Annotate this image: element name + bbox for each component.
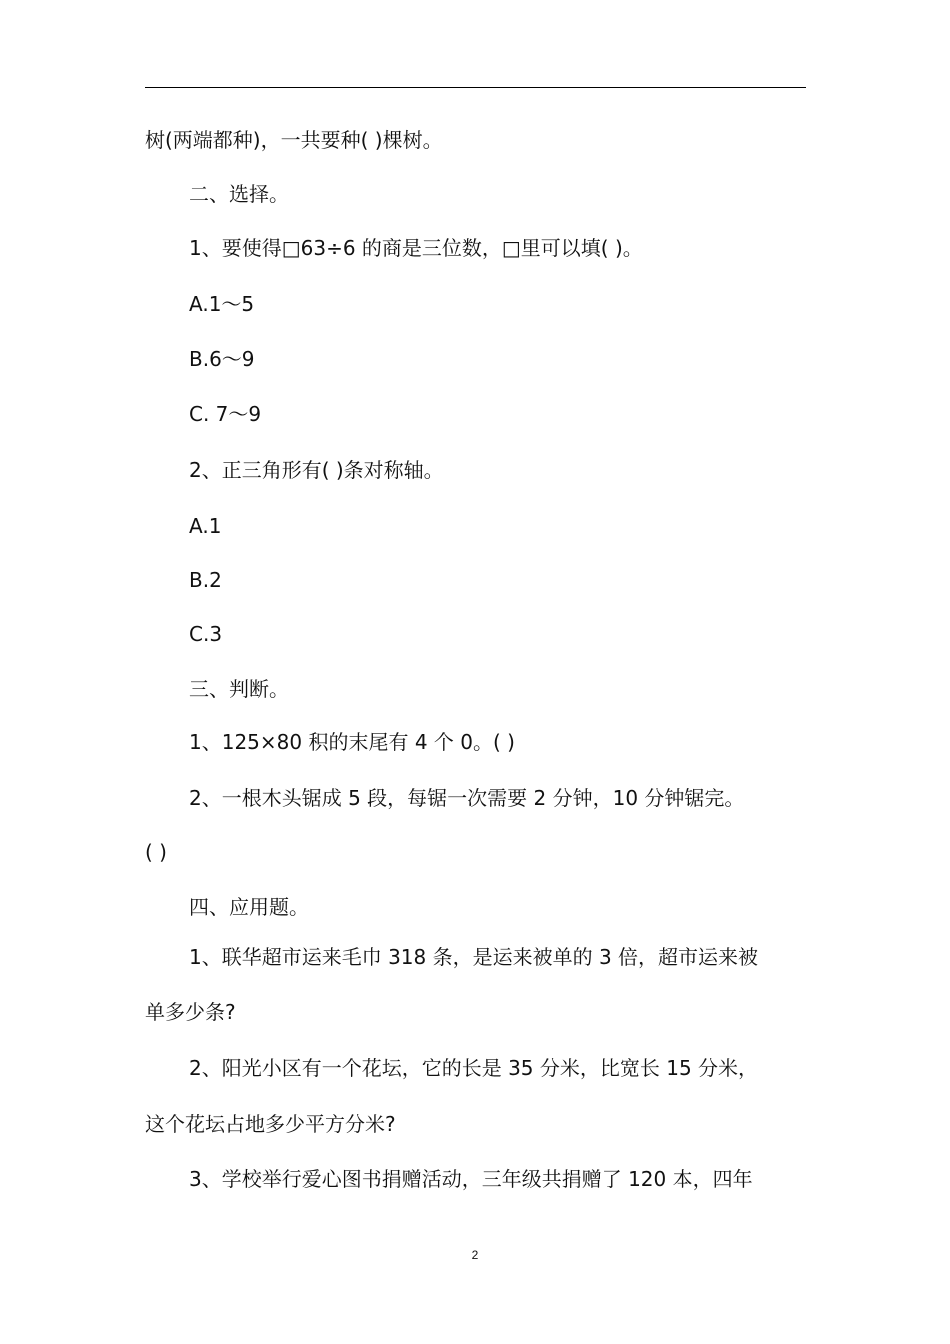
option-text: C.3 xyxy=(189,622,223,646)
question-text: 3、学校举行爱心图书捐赠活动，三年级共捐赠了 120 本，四年 xyxy=(189,1167,753,1191)
section-heading: 二、选择。 xyxy=(189,182,289,206)
text-line: 这个花坛占地多少平方分米? xyxy=(145,1112,396,1136)
text-line: 单多少条? xyxy=(145,1000,236,1024)
question-text: 2、阳光小区有一个花坛，它的长是 35 分米，比宽长 15 分米， xyxy=(189,1056,759,1080)
page-number: 2 xyxy=(471,1248,479,1262)
option-text: B.6～9 xyxy=(189,347,255,371)
option-text: C. 7～9 xyxy=(189,402,262,426)
option-text: A.1 xyxy=(189,514,222,538)
section-heading: 四、应用题。 xyxy=(189,895,309,919)
question-text: 2、正三角形有( )条对称轴。 xyxy=(189,458,444,482)
question-text: 1、125×80 积的末尾有 4 个 0。( ) xyxy=(189,730,515,754)
question-text: 1、联华超市运来毛巾 318 条，是运来被单的 3 倍，超市运来被 xyxy=(189,945,759,969)
option-text: B.2 xyxy=(189,568,222,592)
question-text: 1、要使得□63÷6 的商是三位数，□里可以填( )。 xyxy=(189,236,643,260)
text-line: 树(两端都种)，一共要种( )棵树。 xyxy=(145,128,443,152)
header-rule xyxy=(145,87,806,88)
text-line: ( ) xyxy=(145,840,167,864)
section-heading: 三、判断。 xyxy=(189,677,289,701)
option-text: A.1～5 xyxy=(189,292,255,316)
question-text: 2、一根木头锯成 5 段，每锯一次需要 2 分钟，10 分钟锯完。 xyxy=(189,786,745,810)
